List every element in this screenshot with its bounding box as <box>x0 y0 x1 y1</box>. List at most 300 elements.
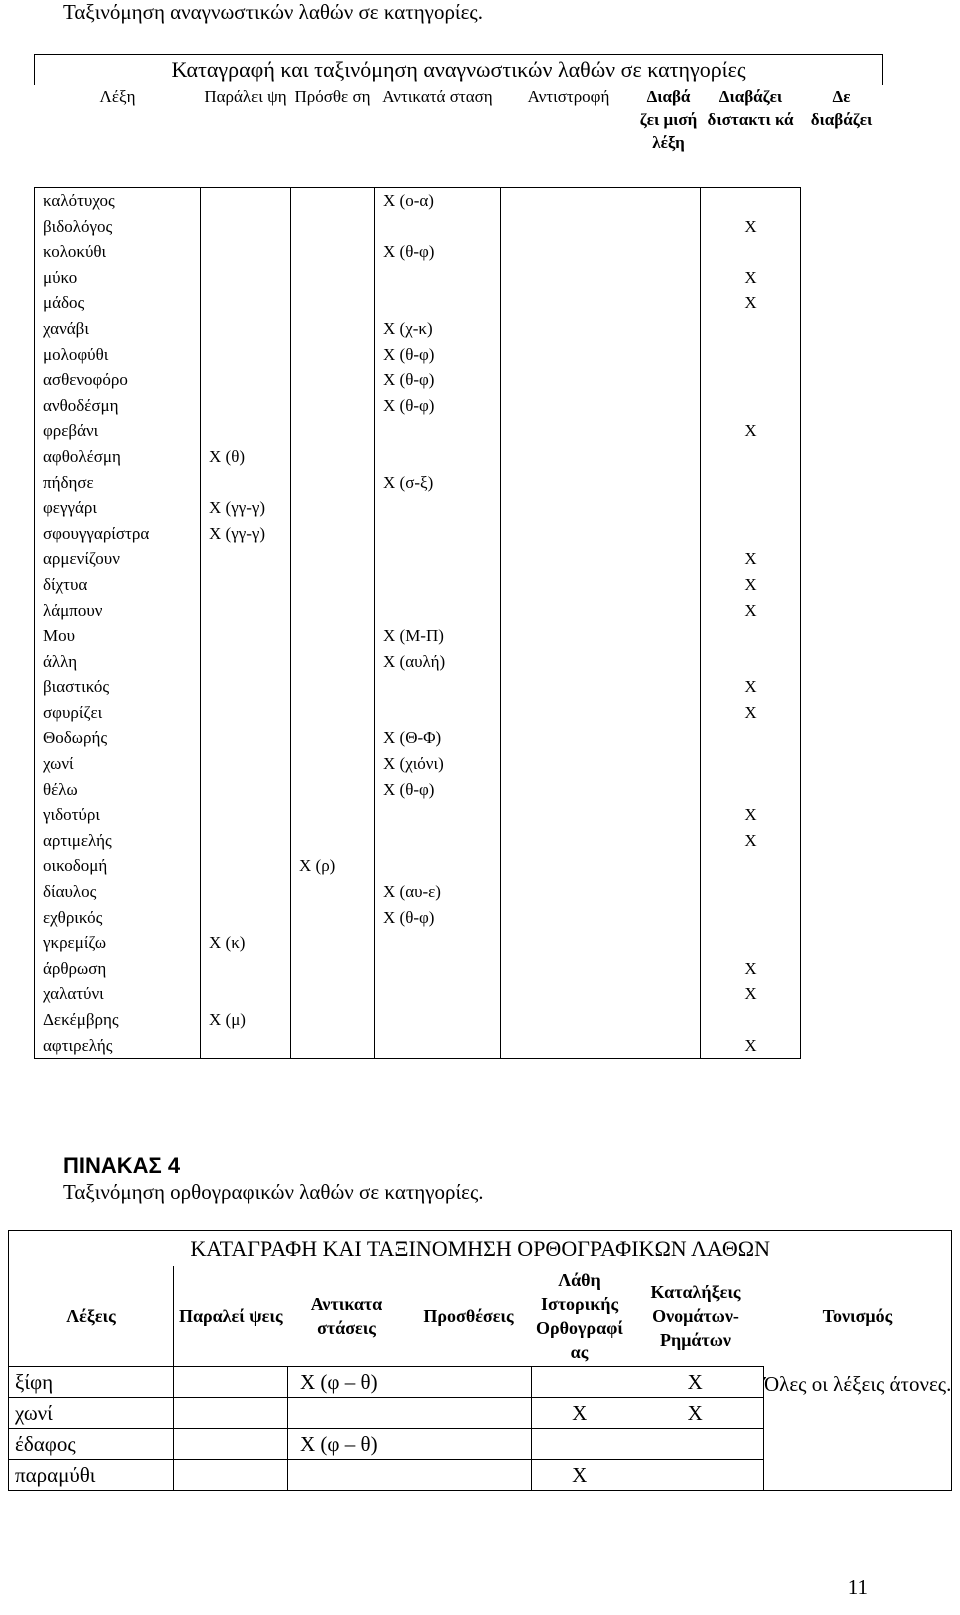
row-reversal <box>501 444 637 470</box>
row-addition <box>291 239 375 265</box>
row-half-word <box>637 495 701 521</box>
row-omission <box>201 956 291 982</box>
table-row <box>35 265 883 291</box>
row-substitution: Χ (χ-κ) <box>375 316 501 342</box>
row-word: ασθενοφόρο <box>35 367 201 393</box>
row-half-word <box>637 598 701 624</box>
row-reversal <box>501 725 637 751</box>
row-half-word <box>637 956 701 982</box>
header2-additions: Προσθέσεις <box>423 1306 514 1326</box>
row-reversal <box>501 1007 637 1033</box>
accent-note: Όλες οι λέξεις άτονες. <box>764 1371 952 1396</box>
row-word: μύκο <box>35 265 201 291</box>
row-hesitant <box>701 367 801 393</box>
row-no-read <box>801 674 883 700</box>
row-reversal <box>501 418 637 444</box>
row-half-word <box>637 981 701 1007</box>
row-omission <box>201 802 291 828</box>
row-addition <box>291 828 375 854</box>
row-word: πήδησε <box>35 470 201 496</box>
header-reversal: Αντιστροφή <box>527 87 610 106</box>
row-addition <box>291 521 375 547</box>
row-substitution <box>375 1007 501 1033</box>
row-word: αρμενίζουν <box>35 546 201 572</box>
row-addition <box>291 1033 375 1059</box>
header2-accent: Τονισμός <box>822 1306 893 1327</box>
row-omission <box>201 700 291 726</box>
row-reversal <box>501 853 637 879</box>
row-word: αφτιρελής <box>35 1033 201 1059</box>
row-no-read <box>801 495 883 521</box>
row-word: σφυρίζει <box>35 700 201 726</box>
row-word: κολοκύθι <box>35 239 201 265</box>
section-subtitle: Ταξινόμηση ορθογραφικών λαθών σε κατηγορίες. <box>63 1180 484 1204</box>
row-word: εχθρικός <box>35 905 201 931</box>
row-omission <box>201 1033 291 1059</box>
row-no-read <box>801 265 883 291</box>
row2-word: ξίφη <box>9 1367 174 1398</box>
row-omission: Χ (κ) <box>201 930 291 956</box>
header2-historical: Λάθη Ιστορικής Ορθογραφί ας <box>536 1270 623 1362</box>
row-hesitant <box>701 1007 801 1033</box>
row-word: φεγγάρι <box>35 495 201 521</box>
row-addition <box>291 674 375 700</box>
row-omission <box>201 316 291 342</box>
row-no-read <box>801 1007 883 1033</box>
row-hesitant: Χ <box>701 546 801 572</box>
row-substitution <box>375 956 501 982</box>
row-reversal <box>501 956 637 982</box>
row2-ending: Χ <box>628 1367 764 1398</box>
row-omission <box>201 367 291 393</box>
row-substitution: Χ (Θ-Φ) <box>375 725 501 751</box>
row-substitution: Χ (θ-φ) <box>375 393 501 419</box>
row-reversal <box>501 777 637 803</box>
row-half-word <box>637 828 701 854</box>
row-half-word <box>637 367 701 393</box>
row-addition <box>291 981 375 1007</box>
row-hesitant <box>701 470 801 496</box>
header-word: Λέξη <box>99 87 136 106</box>
row-substitution: Χ (θ-φ) <box>375 777 501 803</box>
row-reversal <box>501 521 637 547</box>
row2-ending: Χ <box>628 1398 764 1429</box>
row-omission: Χ (μ) <box>201 1007 291 1033</box>
row-word: χανάβι <box>35 316 201 342</box>
row-substitution: Χ (χιόνι) <box>375 751 501 777</box>
row-reversal <box>501 802 637 828</box>
row-word: Δεκέμβρης <box>35 1007 201 1033</box>
section-title: ΠΙΝΑΚΑΣ 4 <box>63 1153 181 1178</box>
row-word: μάδος <box>35 290 201 316</box>
row-hesitant <box>701 316 801 342</box>
row-hesitant <box>701 751 801 777</box>
row-hesitant <box>701 649 801 675</box>
row-addition <box>291 546 375 572</box>
row-word: άλλη <box>35 649 201 675</box>
row-omission <box>201 905 291 931</box>
row-addition <box>291 572 375 598</box>
table-row <box>35 342 883 368</box>
row-half-word <box>637 930 701 956</box>
row-reversal <box>501 239 637 265</box>
row-word: γιδοτύρι <box>35 802 201 828</box>
row2-word: χωνί <box>9 1398 174 1429</box>
header-hesitant: Διαβάζει διστακτι κά <box>707 87 794 129</box>
row-omission <box>201 572 291 598</box>
row-half-word <box>637 853 701 879</box>
row-substitution: Χ (θ-φ) <box>375 905 501 931</box>
row-half-word <box>637 470 701 496</box>
row-omission <box>201 623 291 649</box>
row-half-word <box>637 777 701 803</box>
row-omission: Χ (θ) <box>201 444 291 470</box>
row-half-word <box>637 290 701 316</box>
table-row <box>35 214 883 240</box>
row-half-word <box>637 418 701 444</box>
row-word: χωνί <box>35 751 201 777</box>
row-half-word <box>637 802 701 828</box>
row-addition <box>291 725 375 751</box>
row-hesitant <box>701 342 801 368</box>
table-row <box>35 1033 883 1059</box>
row-word: αφθολέσμη <box>35 444 201 470</box>
table-row <box>35 367 883 393</box>
table-row <box>35 905 883 931</box>
row-hesitant: Χ <box>701 598 801 624</box>
row-word: αρτιμελής <box>35 828 201 854</box>
row-hesitant <box>701 879 801 905</box>
row-substitution <box>375 930 501 956</box>
row-reversal <box>501 470 637 496</box>
row-no-read <box>801 930 883 956</box>
row-reversal <box>501 316 637 342</box>
row-omission <box>201 239 291 265</box>
row-half-word <box>637 674 701 700</box>
table1-body <box>35 188 883 1059</box>
row-no-read <box>801 546 883 572</box>
row-omission <box>201 853 291 879</box>
row-no-read <box>801 700 883 726</box>
table-row <box>35 981 883 1007</box>
row-substitution <box>375 981 501 1007</box>
row-omission <box>201 214 291 240</box>
row-omission: Χ (γγ-γ) <box>201 521 291 547</box>
row-substitution <box>375 853 501 879</box>
row-omission <box>201 981 291 1007</box>
row-word: άρθρωση <box>35 956 201 982</box>
header-substitution: Αντικατά σταση <box>382 87 493 106</box>
table-row <box>35 572 883 598</box>
row-hesitant <box>701 905 801 931</box>
row-word: χαλατύνι <box>35 981 201 1007</box>
row-substitution <box>375 444 501 470</box>
row-half-word <box>637 265 701 291</box>
row-hesitant <box>701 393 801 419</box>
row-substitution: Χ (θ-φ) <box>375 239 501 265</box>
row-omission <box>201 546 291 572</box>
row-no-read <box>801 342 883 368</box>
row-substitution <box>375 546 501 572</box>
row-omission <box>201 598 291 624</box>
row-omission <box>201 418 291 444</box>
row2-historical: Χ <box>532 1398 628 1429</box>
row-addition <box>291 598 375 624</box>
row-reversal <box>501 751 637 777</box>
row-omission <box>201 393 291 419</box>
row-word: δίαυλος <box>35 879 201 905</box>
row-addition <box>291 623 375 649</box>
row-addition <box>291 777 375 803</box>
row-reversal <box>501 623 637 649</box>
row-substitution: Χ (Μ-Π) <box>375 623 501 649</box>
row-half-word <box>637 879 701 905</box>
table-row <box>35 674 883 700</box>
row-hesitant <box>701 188 801 214</box>
table-row <box>35 777 883 803</box>
row-substitution <box>375 265 501 291</box>
row-half-word <box>637 905 701 931</box>
row-hesitant: Χ <box>701 828 801 854</box>
row-half-word <box>637 1033 701 1059</box>
row-hesitant: Χ <box>701 981 801 1007</box>
row-no-read <box>801 981 883 1007</box>
table-row <box>35 649 883 675</box>
row-substitution: Χ (θ-φ) <box>375 367 501 393</box>
table-row <box>35 546 883 572</box>
header-half-word: Διαβά ζει μισή λέξη <box>639 87 698 152</box>
header2-words: Λέξεις <box>9 1266 174 1367</box>
row-reversal <box>501 495 637 521</box>
row-no-read <box>801 879 883 905</box>
row-omission: Χ (γγ-γ) <box>201 495 291 521</box>
table-row <box>35 239 883 265</box>
row2-substitution: Χ (φ – θ) <box>288 1367 532 1398</box>
row-word: βιαστικός <box>35 674 201 700</box>
row-hesitant <box>701 853 801 879</box>
row-addition: Χ (ρ) <box>291 853 375 879</box>
row-reversal <box>501 598 637 624</box>
row-half-word <box>637 444 701 470</box>
row-hesitant: Χ <box>701 290 801 316</box>
row-half-word <box>637 700 701 726</box>
row-hesitant: Χ <box>701 700 801 726</box>
row-addition <box>291 879 375 905</box>
table-row <box>35 521 883 547</box>
row-half-word <box>637 546 701 572</box>
row-hesitant <box>701 521 801 547</box>
row-reversal <box>501 1033 637 1059</box>
table-row <box>35 853 883 879</box>
table-row <box>35 188 883 214</box>
row-addition <box>291 700 375 726</box>
top-caption: Ταξινόμηση αναγνωστικών λαθών σε κατηγορίες. <box>63 0 483 24</box>
row-hesitant: Χ <box>701 956 801 982</box>
row-half-word <box>637 1007 701 1033</box>
row-addition <box>291 316 375 342</box>
spelling-errors-table <box>8 1230 952 1491</box>
row-no-read <box>801 1033 883 1059</box>
row-no-read <box>801 802 883 828</box>
row-no-read <box>801 418 883 444</box>
row-reversal <box>501 930 637 956</box>
row-no-read <box>801 905 883 931</box>
row-substitution <box>375 418 501 444</box>
row-hesitant: Χ <box>701 418 801 444</box>
row-omission <box>201 777 291 803</box>
row-substitution: Χ (αυλή) <box>375 649 501 675</box>
row-omission <box>201 265 291 291</box>
table-row <box>35 316 883 342</box>
row-hesitant: Χ <box>701 674 801 700</box>
table-row <box>35 1007 883 1033</box>
row-word: σφουγγαρίστρα <box>35 521 201 547</box>
row-substitution <box>375 290 501 316</box>
row-addition <box>291 930 375 956</box>
row-addition <box>291 495 375 521</box>
row-reversal <box>501 674 637 700</box>
row-reversal <box>501 265 637 291</box>
table-row <box>35 598 883 624</box>
header2-substitutions: Αντικατα στάσεις <box>310 1294 383 1338</box>
row-substitution <box>375 572 501 598</box>
table-row <box>35 418 883 444</box>
row2-word: παραμύθι <box>9 1460 174 1491</box>
row-addition <box>291 751 375 777</box>
row-no-read <box>801 623 883 649</box>
row-addition <box>291 188 375 214</box>
row-addition <box>291 418 375 444</box>
row-omission <box>201 828 291 854</box>
header-addition: Πρόσθε ση <box>294 87 371 106</box>
row-substitution <box>375 828 501 854</box>
row-word: γκρεμίζω <box>35 930 201 956</box>
row-word: Μου <box>35 623 201 649</box>
row2-historical <box>532 1367 628 1398</box>
row-word: θέλω <box>35 777 201 803</box>
row-omission <box>201 290 291 316</box>
row-no-read <box>801 470 883 496</box>
row-substitution: Χ (αυ-ε) <box>375 879 501 905</box>
table-row <box>35 802 883 828</box>
header-omission: Παράλει ψη <box>204 87 287 106</box>
row-no-read <box>801 214 883 240</box>
row-no-read <box>801 393 883 419</box>
row-reversal <box>501 546 637 572</box>
row-word: λάμπουν <box>35 598 201 624</box>
row-hesitant <box>701 623 801 649</box>
row-hesitant: Χ <box>701 802 801 828</box>
table-row <box>35 956 883 982</box>
row-substitution: Χ (ο-α) <box>375 188 501 214</box>
row-reversal <box>501 905 637 931</box>
row-no-read <box>801 956 883 982</box>
row-addition <box>291 470 375 496</box>
table-row <box>35 828 883 854</box>
row-no-read <box>801 572 883 598</box>
row-addition <box>291 1007 375 1033</box>
row-addition <box>291 290 375 316</box>
row-substitution <box>375 674 501 700</box>
row-half-word <box>637 572 701 598</box>
row-reversal <box>501 290 637 316</box>
table-row <box>35 751 883 777</box>
row-addition <box>291 956 375 982</box>
row-no-read <box>801 598 883 624</box>
row-hesitant: Χ <box>701 1033 801 1059</box>
row2-word: έδαφος <box>9 1429 174 1460</box>
header2-endings: Καταλήξεις Ονομάτων- Ρημάτων <box>650 1282 741 1350</box>
row-hesitant <box>701 725 801 751</box>
row-half-word <box>637 521 701 547</box>
row-hesitant <box>701 930 801 956</box>
row-half-word <box>637 623 701 649</box>
page-number: 11 <box>847 1575 868 1599</box>
row-half-word <box>637 239 701 265</box>
row-reversal <box>501 214 637 240</box>
row-no-read <box>801 649 883 675</box>
row-addition <box>291 649 375 675</box>
row-reversal <box>501 572 637 598</box>
reading-errors-table <box>34 54 883 1059</box>
row-half-word <box>637 214 701 240</box>
row-addition <box>291 802 375 828</box>
row-no-read <box>801 444 883 470</box>
row-no-read <box>801 316 883 342</box>
row-substitution <box>375 598 501 624</box>
row-reversal <box>501 188 637 214</box>
row-word: Θοδωρής <box>35 725 201 751</box>
row-omission <box>201 470 291 496</box>
row-half-word <box>637 188 701 214</box>
row-half-word <box>637 725 701 751</box>
row-no-read <box>801 239 883 265</box>
row-no-read <box>801 725 883 751</box>
table1-title: Καταγραφή και ταξινόμηση αναγνωστικών λαθών σε κατηγορίες <box>35 55 883 86</box>
row-reversal <box>501 981 637 1007</box>
table-row <box>35 444 883 470</box>
row-hesitant <box>701 444 801 470</box>
row-addition <box>291 905 375 931</box>
row-hesitant <box>701 239 801 265</box>
row-word: δίχτυα <box>35 572 201 598</box>
row-addition <box>291 444 375 470</box>
row-no-read <box>801 828 883 854</box>
table-row <box>35 495 883 521</box>
row-substitution <box>375 495 501 521</box>
row-substitution <box>375 214 501 240</box>
row-no-read <box>801 777 883 803</box>
header2-omissions: Παραλεί ψεις <box>178 1306 283 1326</box>
row-word: καλότυχος <box>35 188 201 214</box>
header-no-read: Δε διαβάζει <box>810 87 873 129</box>
row-substitution: Χ (θ-φ) <box>375 342 501 368</box>
table-row <box>35 879 883 905</box>
row-no-read <box>801 853 883 879</box>
row-addition <box>291 265 375 291</box>
row-addition <box>291 214 375 240</box>
table-row <box>35 470 883 496</box>
table-row <box>35 930 883 956</box>
row-no-read <box>801 367 883 393</box>
row-omission <box>201 879 291 905</box>
row-omission <box>201 342 291 368</box>
row-no-read <box>801 751 883 777</box>
row-word: μολοφύθι <box>35 342 201 368</box>
row-addition <box>291 393 375 419</box>
row-hesitant: Χ <box>701 572 801 598</box>
row-word: βιδολόγος <box>35 214 201 240</box>
